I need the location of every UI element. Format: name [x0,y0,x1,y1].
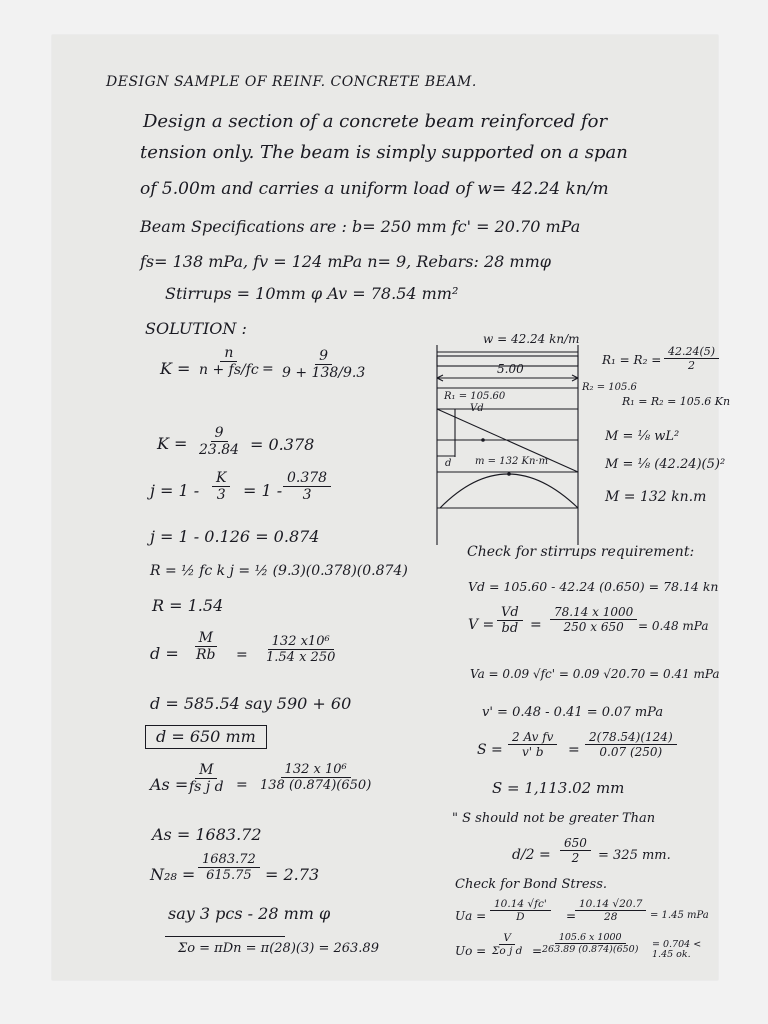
as2-line: As = 1683.72 [152,825,262,844]
uo-den2: 263.89 (0.874)(650) [542,944,639,955]
stirrup-check-heading: Check for stirrups requirement: [467,544,695,560]
d2-line: d = 585.54 say 590 + 60 [150,694,352,713]
uo-eq: = [532,944,543,958]
d-boxed-result: d = 650 mm [145,725,267,749]
k-f2-num: 9 [315,348,332,365]
uo-fraction-1 [488,932,526,957]
moment-eq-2: M = ⅛ (42.24)(5)² [605,457,726,472]
reaction-eq-num: 42.24(5) [664,345,719,359]
diagram-r1-label: R₁ = 105.60 [444,391,506,402]
j-mid: = 1 - [243,481,283,500]
k-f1-den: n + fs/fc [199,362,259,378]
s-fraction-1 [508,730,557,759]
n-num: 1683.72 [198,852,260,868]
uo-fraction-2 [538,932,642,955]
say-bars: say 3 pcs - 28 mm φ [168,904,331,923]
k2-num: 9 [211,425,228,442]
j-den2: 3 [302,487,312,503]
diagram-load-label: w = 42.24 kn/m [483,332,580,346]
ua-eq: = [566,909,577,923]
problem-line-2: tension only. The beam is simply supported on a span [140,142,628,163]
ua-num2: 10.14 √20.7 [575,898,646,911]
moment-diagram-curve [440,474,578,508]
moment-eq-1: M = ⅛ wL² [605,429,680,444]
v-den: bd [501,621,519,636]
k-f1-num: n [220,345,237,362]
reaction-result: R₁ = R₂ = 105.6 Kn [622,395,731,408]
k2-lhs: K = [157,434,188,453]
d-eq: = [236,647,248,663]
problem-line-1: Design a section of a concrete beam reinforced for [143,111,608,132]
diagram-span-label: 5.00 [497,362,524,376]
s2-num: 650 [560,836,591,851]
n-rhs: = 2.73 [265,865,320,884]
diagram-vd-label: Vd [470,403,484,414]
vprime-line: v' = 0.48 - 0.41 = 0.07 mPa [482,705,664,720]
solution-label: SOLUTION : [145,319,247,338]
vd-line: Vd = 105.60 - 42.24 (0.650) = 78.14 kn [468,579,719,594]
as-eq: = [236,777,248,793]
d-lhs: d = [150,644,179,663]
as-den2: 138 (0.874)(650) [260,778,372,793]
ua-fraction-1 [490,898,551,923]
reaction-eq-fraction [664,345,719,372]
s2-lhs: d/2 = [512,847,551,863]
k2-rhs: = 0.378 [250,435,315,454]
v-rhs: = 0.48 mPa [638,619,709,633]
page-title: DESIGN SAMPLE OF REINF. CONCRETE BEAM. [106,74,477,90]
diagram-m-label: m = 132 Kn·m [475,456,549,467]
v-fraction-1 [497,605,523,636]
v-eq: = [530,617,542,633]
as-lhs: As = [150,775,189,794]
uo-den: Σo j d [492,945,523,957]
reaction-eq-den: 2 [688,359,696,372]
r-line-2: R = 1.54 [152,596,224,615]
v-num2: 78.14 x 1000 [550,605,637,620]
moment-eq-3: M = 132 kn.m [605,489,707,505]
j-den: 3 [216,487,226,503]
reaction-eq-lhs: R₁ = R₂ = [602,353,662,367]
uo-rhs: = 0.704 < 1.45 ok. [652,939,702,961]
s2-rhs: = 325 mm. [598,848,671,863]
v-fraction-2 [550,605,637,634]
ua-rhs: = 1.45 mPa [650,910,709,921]
bond-check-heading: Check for Bond Stress. [455,877,608,892]
v-lhs: V = [468,617,495,633]
s-den2: 0.07 (250) [599,745,663,759]
ua-lhs: Ua = [455,909,487,923]
shear-zero-dot [481,438,485,442]
problem-line-5: fs= 138 mPa, fv = 124 mPa n= 9, Rebars: 28 mmφ [140,252,551,271]
moment-peak-dot [507,472,511,476]
v-num: Vd [497,605,523,621]
s-result: S = 1,113.02 mm [492,779,625,797]
as-num: M [195,762,217,779]
ua-den2: 28 [604,911,618,923]
n-lhs: N₂₈ = [150,865,196,884]
s-den: v' b [521,745,544,759]
problem-line-6: Stirrups = 10mm φ Av = 78.54 mm² [165,284,459,303]
k-eq: = [262,361,274,377]
r-line-1: R = ½ fc k j = ½ (9.3)(0.378)(0.874) [150,563,408,579]
uo-lhs: Uo = [455,944,487,958]
k-lhs: K = [160,359,191,378]
v-den2: 250 x 650 [563,620,624,634]
diagram-r2-label: R₂ = 105.6 [582,382,637,393]
ua-num: 10.14 √fc' [490,898,551,911]
va-line: Va = 0.09 √fc' = 0.09 √20.70 = 0.41 mPa [470,667,720,681]
n-den: 615.75 [206,868,252,883]
s-num2: 2(78.54)(124) [585,730,677,745]
s-eq: = [568,742,580,758]
s-fraction-2 [585,730,677,759]
s2-den: 2 [571,851,580,865]
j-num2: 0.378 [283,470,331,487]
k-f2-den: 9 + 138/9.3 [282,365,366,381]
k2-den: 23.84 [199,442,240,458]
problem-line-4: Beam Specifications are : b= 250 mm fc' = 20.70 mPa [140,217,581,236]
as-den: fs j d [189,779,224,795]
ua-fraction-2 [575,898,646,923]
j-lhs: j = 1 - [150,481,200,500]
as-num2: 132 x 10⁶ [281,762,351,778]
j2-line: j = 1 - 0.126 = 0.874 [150,527,320,546]
perimeter-line: Σo = πDn = π(28)(3) = 263.89 [178,941,379,956]
d-f2-num: 132 x10⁶ [268,634,334,650]
diagram-d-label: d [445,458,452,469]
s-lhs: S = [477,742,503,758]
j-num: K [212,470,230,487]
d-f2-den: 1.54 x 250 [266,650,336,665]
ua-den: D [516,911,525,923]
d-f1-den: Rb [196,647,216,663]
s-note: " S should not be greater Than [452,811,656,826]
d-f1-num: M [195,630,217,647]
s-num: 2 Av fv [508,730,557,745]
s2-fraction [560,836,591,865]
problem-line-3: of 5.00m and carries a uniform load of w= 42.24 kn/m [140,179,609,199]
uo-num2: 105.6 x 1000 [555,932,626,944]
uo-num: V [499,932,515,945]
